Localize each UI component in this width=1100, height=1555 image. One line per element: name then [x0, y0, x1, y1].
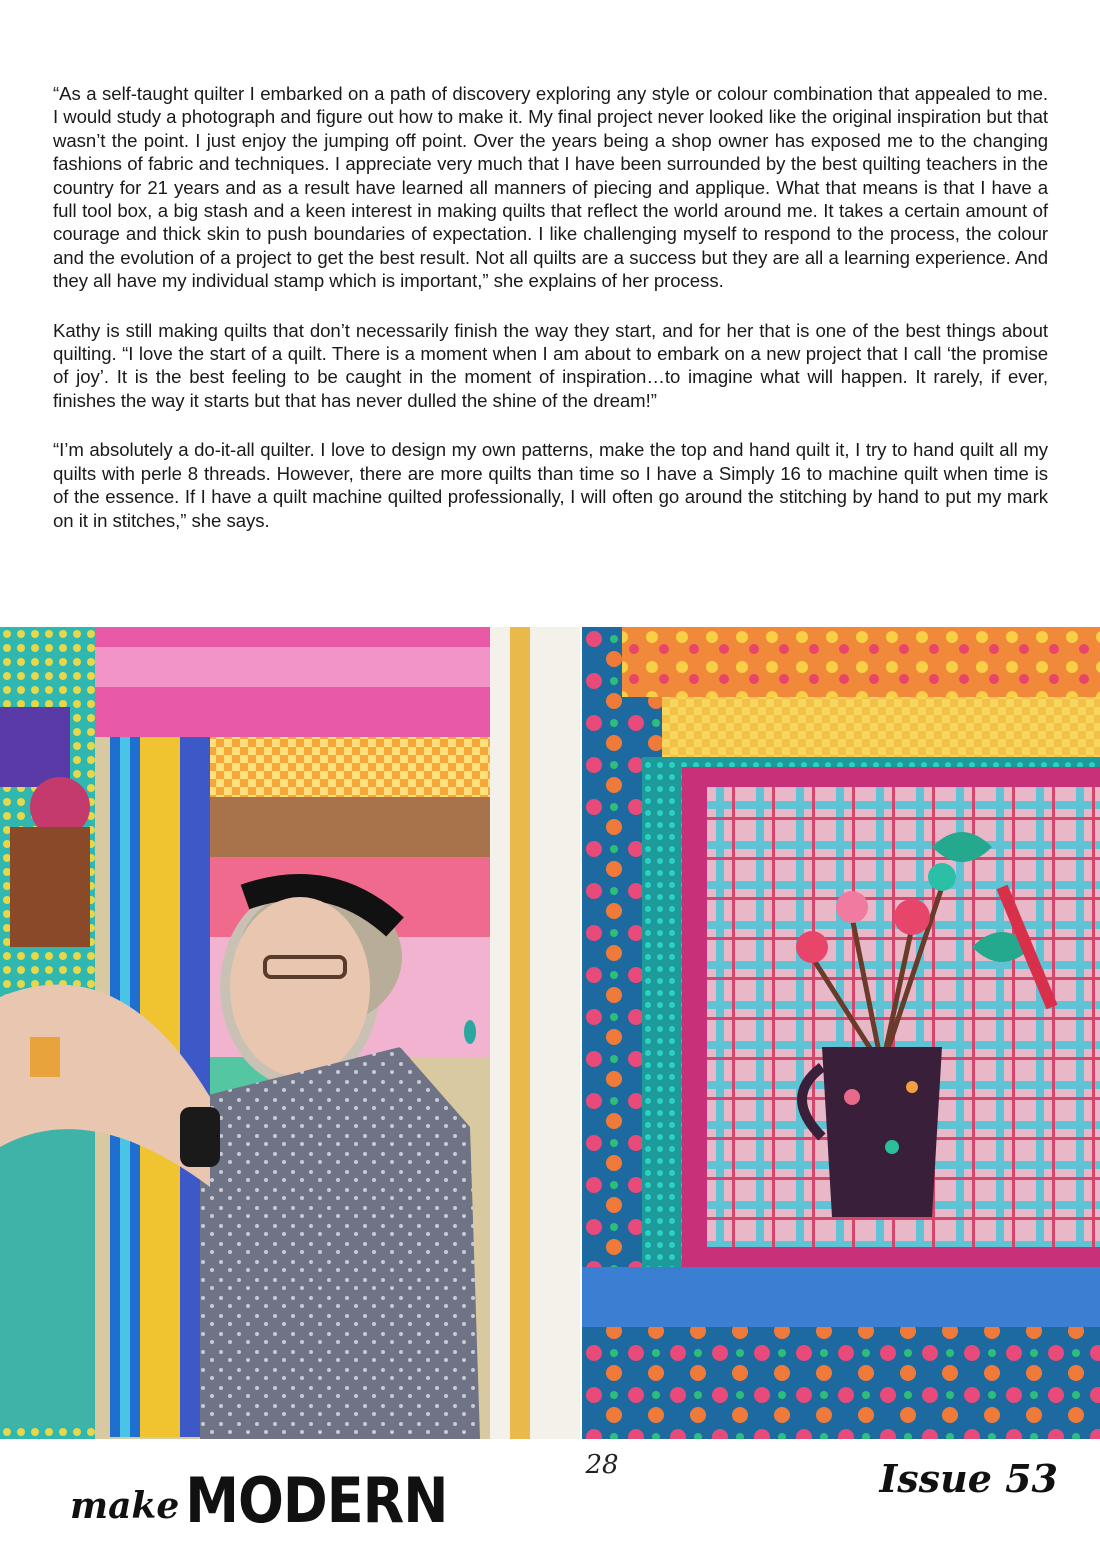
paragraph-1: “As a self-taught quilter I embarked on a path of discovery exploring any style or colour combination that appealed to me. I would study a photograph and figure out how to make it. My final project never looked like the original inspiration but that wasn’t the point. I just enjoy the jumping off point. Over the years being a shop owner has exposed me to the changing fashions of fabric and techniques. I appreciate very much that I have been surrounded by the best quilting teachers in the country for 21 years and as a result have learned all manners of piecing and applique. What that means is that I have a full tool box, a big stash and a keen interest in making quilts that reflect the world around me. It takes a certain amount of courage and thick skin to push boundaries of expectation. I like challenging myself to respond to the process, the colour and the evolution of a project to get the best result. Not all quilts are a success but they are all a learning experience. And they all have my individual stamp which is important,” she explains of her process. [53, 83, 1048, 292]
issue-label: Issue 53 [879, 1456, 1058, 1501]
make-modern-logo [70, 1456, 447, 1536]
logo-script-text: make [70, 1485, 180, 1527]
photo-spread [0, 627, 1100, 1439]
article-body [53, 82, 1048, 558]
logo-wordmark: MODERN [185, 1464, 448, 1538]
page-footer [0, 1440, 1100, 1555]
page-number: 28 [585, 1450, 619, 1480]
paragraph-2: Kathy is still making quilts that don’t necessarily finish the way they start, and for her that is one of the best things about quilting. “I love the start of a quilt. There is a moment when I am about to embark on a new project that I call ‘the promise of joy’. It is the best feeling to be caught in the moment of inspiration…to imagine what will happen. It rarely, if ever, finishes the way it starts but that has never dulled the shine of the dream!” [53, 319, 1048, 411]
paragraph-3: “I’m absolutely a do-it-all quilter. I love to design my own patterns, make the top and hand quilt it, I try to hand quilt all my quilts with perle 8 threads. However, there are more quilts than time so I have a Simply 16 to machine quilt when time is of the essence. If I have a quilt machine quilted professionally, I will often go around the stitching by hand to put my mark on it in stitches,” she says. [53, 439, 1048, 531]
quilter-photo [0, 627, 580, 1439]
quilt-photo [582, 627, 1100, 1439]
